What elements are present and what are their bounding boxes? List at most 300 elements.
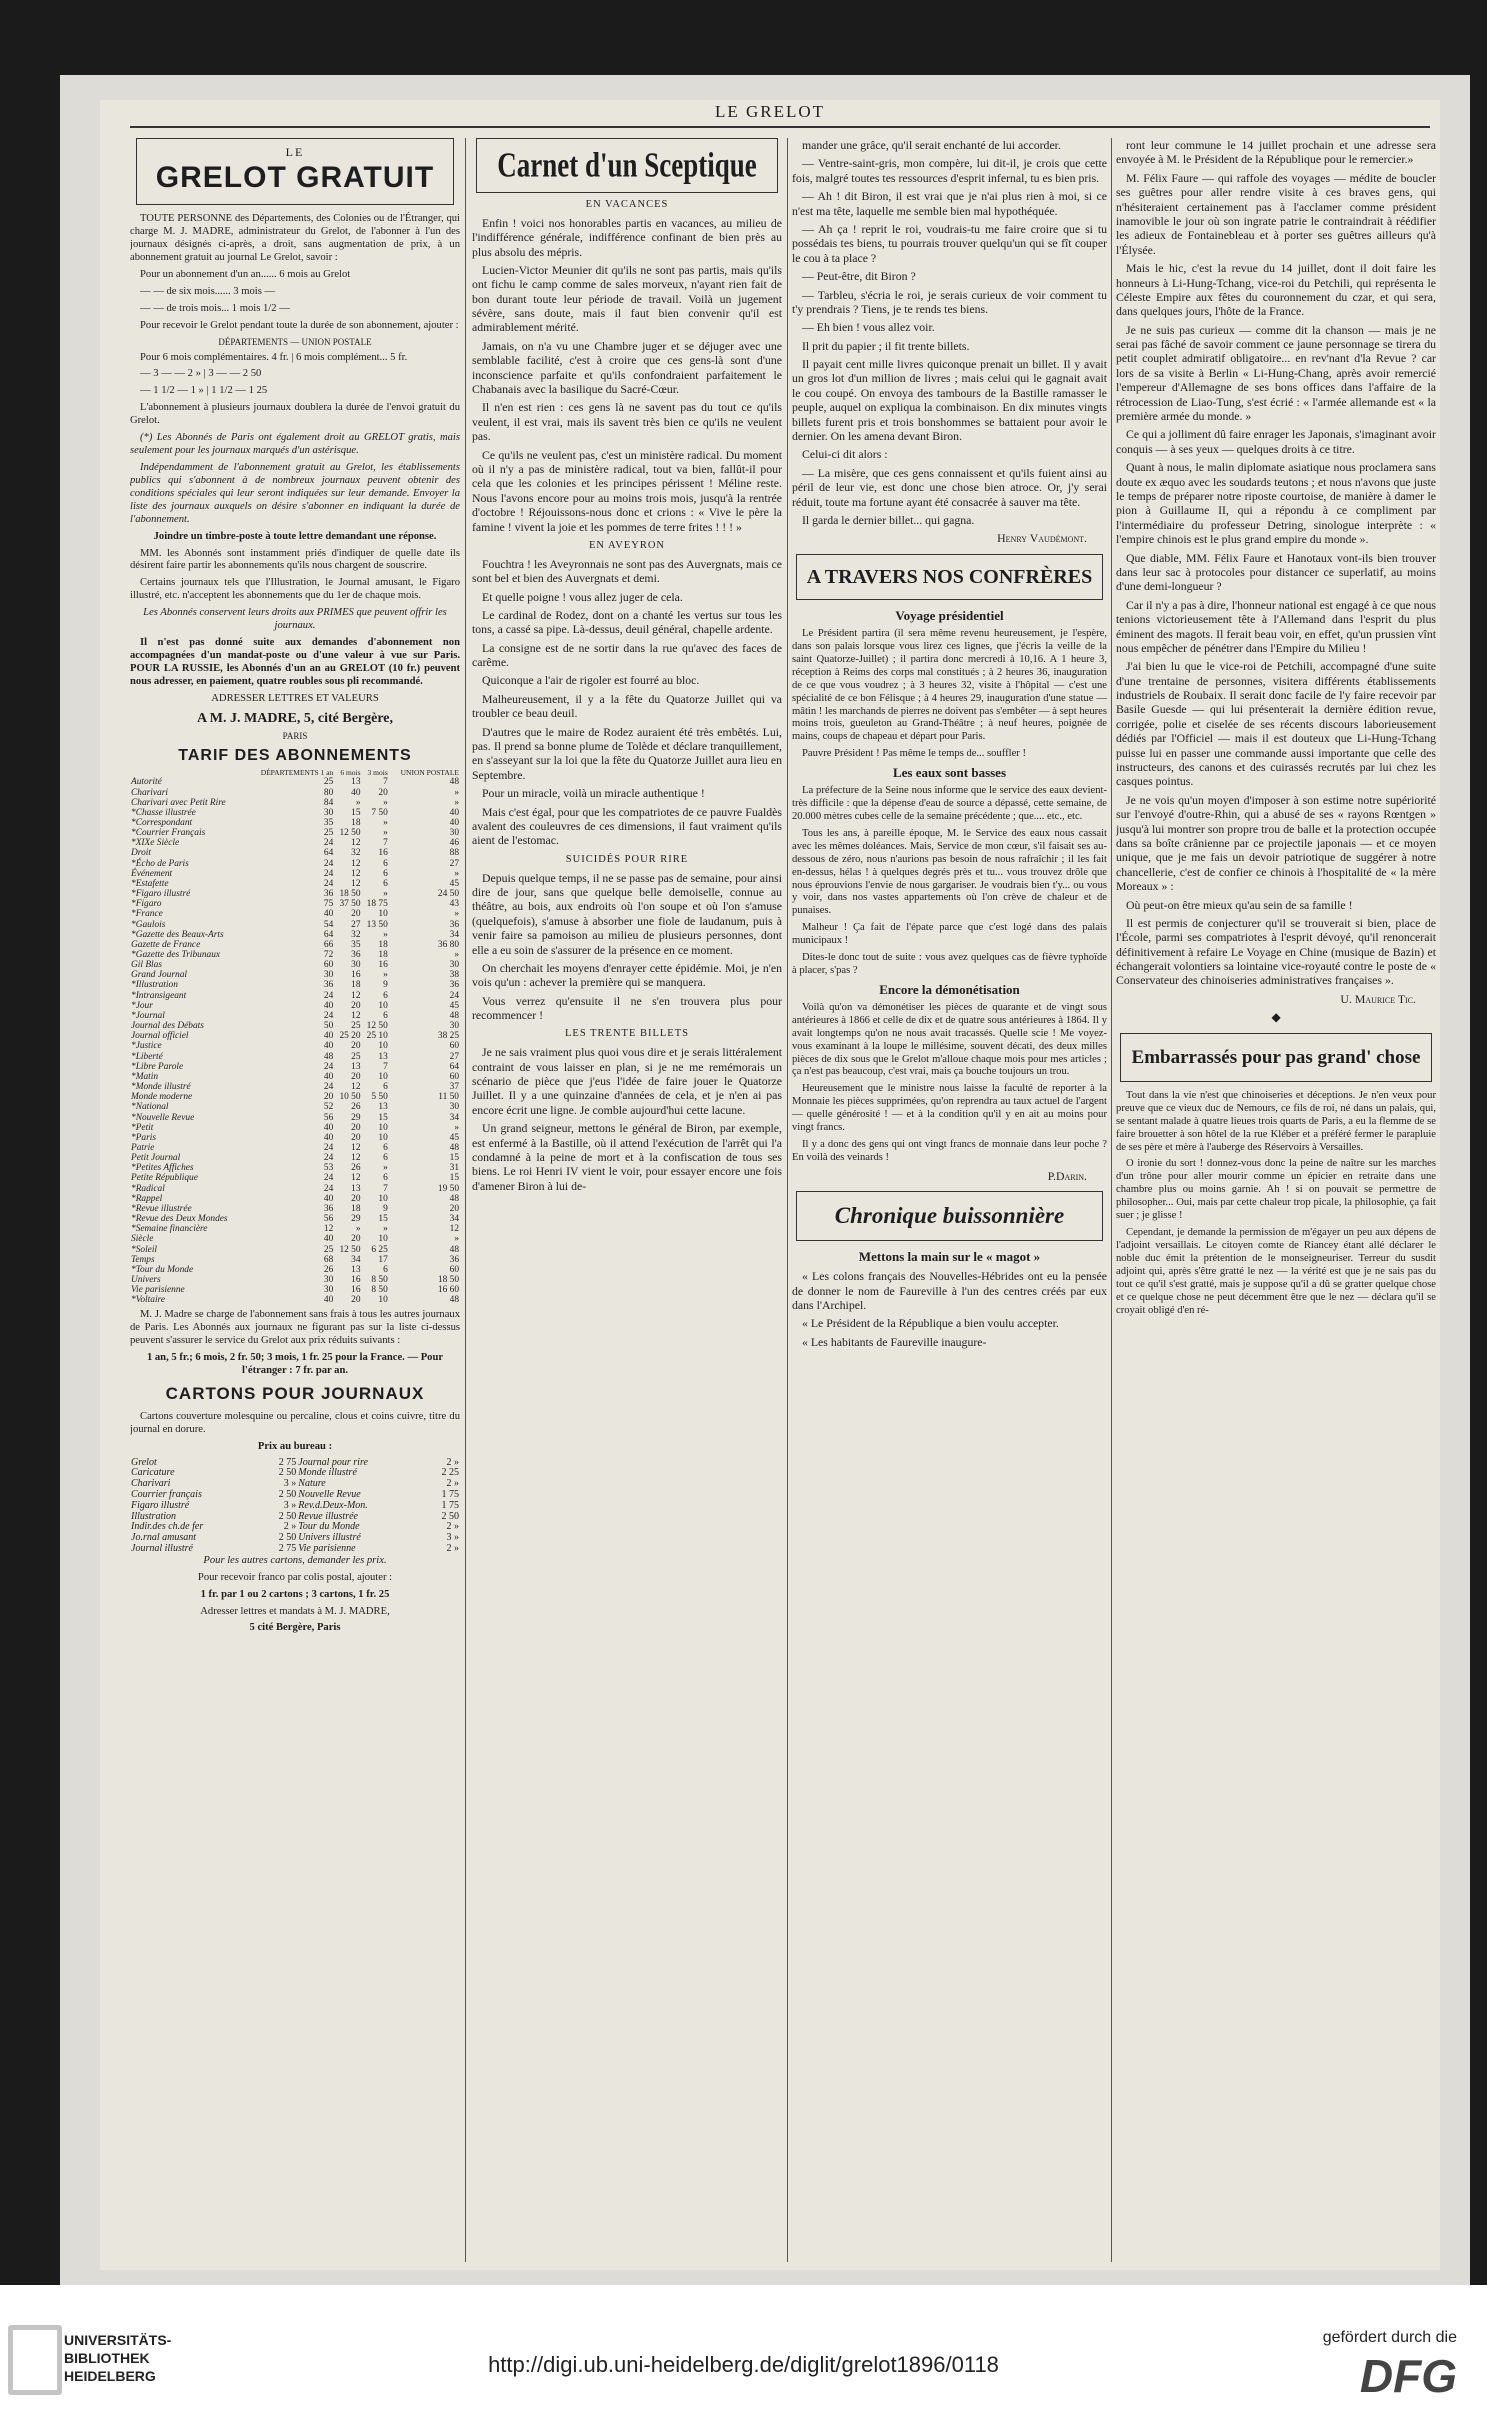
- joindre-note: Joindre un timbre-poste à toute lettre demandant une réponse.: [153, 530, 437, 542]
- tarif-cell: 40: [323, 1071, 334, 1082]
- cartons-cell: 2 50: [278, 1467, 297, 1479]
- tarif-cell: »: [383, 797, 388, 808]
- tarif-header-cell: 3 mois: [367, 768, 388, 778]
- tarif-cell: Charivari: [131, 787, 168, 798]
- tarif-cell: *Estafette: [131, 878, 169, 889]
- paragraph: — Ah ça ! reprit le roi, voudrais-tu me faire croire que si tu possédais tes biens, tu pourrais trouver quelqu'un qui se fît couper le cou à ta place ?: [792, 221, 1107, 265]
- madre-address: A M. J. MADRE, 5, cité Bergère,: [196, 710, 394, 726]
- tarif-cell: 25: [323, 1244, 334, 1255]
- tarif-cell: 11 50: [438, 1092, 459, 1103]
- cartons-cell: Nouvelle Revue: [298, 1488, 361, 1500]
- cartons-row: [130, 1544, 460, 1555]
- tarif-cell: *Radical: [131, 1183, 165, 1194]
- tarif-cell: 12: [351, 1010, 361, 1021]
- section-heading: EN VACANCES: [585, 198, 669, 210]
- tarif-cell: 30: [449, 960, 459, 971]
- tarif-cell: 27: [449, 1051, 459, 1062]
- tarif-cell: 24: [323, 1153, 334, 1164]
- tarif-cell: 12: [351, 858, 361, 869]
- pour-recevoir: Pour recevoir le Grelot pendant toute la durée de son abonnement, ajouter :: [140, 319, 459, 331]
- tarif-cell: 10: [378, 1132, 388, 1143]
- tarif-cell: 7: [383, 1183, 388, 1194]
- tarif-cell: »: [383, 828, 388, 839]
- ub-line: HEIDELBERG: [64, 2368, 156, 2384]
- tarif-row: [130, 869, 460, 879]
- paragraph: Il est permis de conjecturer qu'il se trouverait si bien, place de l'École, parmi ses compatriotes à l'esprit dévoyé, qu'il renoncerait définitivement à refaire Le Voyage en Chine (musique de Bazin) et échangerait volontiers sa lointaine vice-royauté contre le poste de « Conservateur des chinoiseries administratives françaises ».: [1116, 915, 1436, 988]
- cartons-cell: 2 75: [278, 1542, 297, 1554]
- tarif-cell: 6: [383, 1264, 388, 1275]
- tarif-cell: *Voltaire: [131, 1295, 166, 1306]
- tarif-cell: »: [383, 970, 388, 981]
- tarif-cell: 37 50: [339, 899, 361, 910]
- tarif-cell: 40: [323, 1000, 334, 1011]
- paragraph: Je ne vois qu'un moyen d'imposer à son estime notre supériorité sur l'envoyé d'outre-Rhin, qui a abusé de ses « rayons Rœntgen » jusqu'à lui montrer son propre trou de balle et la protection occupée dans sa boîte crânienne par ce projectile japonais — et ce moyen unique, que je me fais un devoir patriotique de suggérer à notre chancellerie, c'est de confier ce chinois à l'hospitalité de « la mère Moreaux » :: [1116, 792, 1436, 894]
- tarif-row: [130, 1041, 460, 1051]
- tarif-row: [130, 859, 460, 869]
- cartons-title: CARTONS POUR JOURNAUX: [165, 1384, 425, 1404]
- tarif-row: [130, 1194, 460, 1204]
- tarif-cell: 25: [351, 1051, 361, 1062]
- paragraph: Ce qu'ils ne veulent pas, c'est un ministère radical. Du moment où il n'y a pas de ministère radical, tout va bien, fallût-il pour cela que les colonies et les principes périssent ! Méline reste. Nous l'avons encore pour au moins trois mois, jusqu'à la rentrée d'octobre ! Réjouissons-nous donc et crions : « Vive le père la famine ! vivent la joie et les pommes de terre frites ! ! ! »: [472, 447, 782, 534]
- cartons-cell: Grelot: [131, 1456, 157, 1468]
- tarif-cell: *Libre Parole: [131, 1061, 184, 1072]
- tarif-cell: *Revue des Deux Mondes: [131, 1214, 228, 1225]
- funding-label: gefördert durch die: [1322, 2329, 1457, 2346]
- paragraph: On cherchait les moyens d'enrayer cette épidémie. Moi, je n'en vois qu'un : achever la première qui se manquera.: [472, 960, 782, 990]
- column-carnet: [472, 138, 782, 2262]
- cartons-cell: 2 50: [278, 1532, 297, 1544]
- paragraph: — Peut-être, dit Biron ?: [802, 269, 916, 284]
- paragraph: Car il n'y a pas à dire, l'honneur national est engagé à ce que nous tenions victorieusement tête à l'Allemand dans l'esprit du plus éminent des magots. Il ferait beau voir, en effet, qu'un prussien vînt nous empêcher de pénétrer dans l'Empire du Milieu !: [1116, 597, 1436, 655]
- tarif-cell: »: [454, 797, 459, 808]
- tarif-cell: 40: [351, 787, 361, 798]
- subheading: Les eaux sont basses: [892, 765, 1007, 781]
- tarif-cell: 68: [323, 1254, 334, 1265]
- tarif-cell: 29: [351, 1112, 361, 1123]
- tarif-cell: 40: [323, 1234, 334, 1245]
- grelot-gratuit-box: [136, 138, 454, 205]
- paragraph: J'ai bien lu que le vice-roi de Petchili, accompagné d'une suite d'une trentaine de personnes, visitera différents établissements industriels de Roubaix. Il serait donc facile de l'y faire recevoir par Basile Guesde — qui lui présenterait la dernière édition revue, corrigée, polie et ciselée de ses récents discours laborieusement dédiés par l'Officiel — mais il est douteux que Li-Hung-Tchang puisse lui en passer une commande aussi importante que celle des instructeurs, des canons et des cuirassés recrutés par lui chez les casques pointus.: [1116, 659, 1436, 789]
- tarif-cell: 20: [351, 1234, 361, 1245]
- paragraph: M. Félix Faure — qui raffole des voyages — médite de boucler ses guêtres pour aller rendre visite à ces braves gens, qui n'hésiteraient certainement pas à l'acclamer comme président inamovible le jour où son ingrate patrie le contraindrait à réédifier les adieux de Fontainebleau et à porter ses guêtres ailleurs qu'à l'Élysée.: [1116, 170, 1436, 257]
- tarif-row: [130, 1133, 460, 1143]
- paragraph: La préfecture de la Seine nous informe que le service des eaux devient-très difficile : que la dépense d'eau de source a dépassé, cette semaine, de 20.000 mètres cubes celle de la semaine précédente ; que.... etc., etc.: [792, 785, 1107, 822]
- tarif-cell: 17: [378, 1254, 388, 1265]
- tarif-cell: 80: [323, 787, 334, 798]
- tarif-row: [130, 848, 460, 858]
- tarif-cell: *France: [131, 909, 163, 920]
- paragraph: Mais le hic, c'est la revue du 14 juillet, dont il doit faire les honneurs à Li-Hung-Tchang, vice-roi du Petchili, qui représenta le Céleste Empire aux fêtes du couronnement du czar, et qui sera, dans quelques jours, l'hôte de la France.: [1116, 261, 1436, 319]
- cartons-cell: 2 25: [441, 1467, 459, 1479]
- tarif-row: [130, 980, 460, 990]
- tarif-cell: 12: [351, 1142, 361, 1153]
- newspaper-page: [100, 100, 1440, 2270]
- tarif-header-cell: 6 mois: [340, 768, 361, 778]
- tarif-row: [130, 838, 460, 848]
- cartons-cell: 2 50: [278, 1510, 297, 1522]
- tarif-cell: 6: [383, 1142, 388, 1153]
- tarif-cell: 6 25: [371, 1244, 388, 1255]
- tarif-cell: *Justice: [131, 1041, 162, 1052]
- tarif-cell: 12: [351, 878, 361, 889]
- adresse-line: 5 cité Bergère, Paris: [249, 1622, 341, 1634]
- tarif-cell: *Intransigeant: [131, 990, 187, 1001]
- tarif-table: [130, 769, 460, 1305]
- paragraph: Un grand seigneur, mettons le général de Biron, par exemple, est enfermé à la Bastille, où il attend l'exécution de l'arrêt qui l'a condamné à la peine de mort et à la confiscation de tous ses biens. Le roi Henri IV vient le voir, pour essayer encore une fois d'amener Biron à lui de-: [472, 1121, 782, 1193]
- tarif-cell: *Courrier Français: [131, 828, 206, 839]
- chronique-box: Chronique buissonnière: [796, 1191, 1103, 1241]
- tarif-cell: 25 10: [366, 1031, 388, 1042]
- tarif-cell: 20: [351, 1071, 361, 1082]
- ornament: ◆: [1271, 1010, 1281, 1025]
- tarif-cell: »: [383, 929, 388, 940]
- footer-bar: [0, 2285, 1487, 2419]
- offer-line: — — de six mois...... 3 mois —: [140, 285, 276, 297]
- tarif-cell: 24: [323, 858, 334, 869]
- tarif-row: [130, 1072, 460, 1082]
- cartons-cell: 2 75: [278, 1456, 297, 1468]
- box-le: LE: [285, 145, 305, 159]
- tarif-cell: »: [383, 889, 388, 900]
- tarif-cell: 6: [383, 868, 388, 879]
- tarif-cell: »: [355, 1224, 361, 1235]
- tarif-cell: 48: [449, 1295, 459, 1306]
- tarif-cell: 48: [449, 1010, 459, 1021]
- tarif-cell: »: [383, 1224, 388, 1235]
- tarif-row: [130, 1184, 460, 1194]
- tarif-cell: Petit Journal: [131, 1153, 181, 1164]
- paragraph: Il y a donc des gens qui ont vingt francs de monnaie dans leur poche ? En voilà des veinards !: [792, 1139, 1107, 1163]
- paragraph: Il garda le dernier billet... qui gagna.: [802, 512, 975, 527]
- paragraph: « Les habitants de Faureville inaugure-: [802, 1334, 987, 1349]
- tarif-cell: 40: [323, 1041, 334, 1052]
- tarif-cell: 64: [449, 1061, 459, 1072]
- tarif-cell: *Figaro illustré: [131, 889, 191, 900]
- tarif-cell: Autorité: [131, 777, 162, 788]
- tarif-cell: 40: [323, 1193, 334, 1204]
- tarif-cell: 75: [323, 899, 334, 910]
- tarif-cell: Droit: [131, 848, 151, 859]
- tarif-cell: 6: [383, 1082, 388, 1093]
- cartons-cell: 2 »: [446, 1521, 459, 1533]
- subheading: Voyage présidentiel: [895, 608, 1004, 624]
- tarif-cell: 40: [449, 807, 459, 818]
- cartons-cell: 2 50: [278, 1488, 297, 1500]
- tarif-cell: Événement: [131, 868, 173, 879]
- tarif-cell: 48: [449, 777, 459, 788]
- paragraph: — Ah ! dit Biron, il est vrai que je n'ai plus rien à moi, si ce n'est ma tête, laquelle me semble bien mal hypothéquée.: [792, 189, 1107, 218]
- cartons-cell: Charivari: [131, 1478, 171, 1490]
- tarif-row: [130, 1275, 460, 1285]
- column-divider: [465, 138, 466, 2262]
- tarif-cell: 24: [323, 1173, 334, 1184]
- tarif-cell: 56: [323, 1214, 334, 1225]
- column-divider: [787, 138, 788, 2262]
- tarif-cell: Petite République: [131, 1173, 198, 1184]
- tarif-row: [130, 1123, 460, 1133]
- tarif-cell: 35: [323, 817, 334, 828]
- tarif-cell: »: [454, 787, 459, 798]
- signature: U. Maurice Tic.: [1340, 991, 1416, 1006]
- paragraph: Vous verrez qu'ensuite il ne s'en trouvera plus pour recommencer !: [472, 993, 782, 1023]
- tarif-cell: 24: [323, 838, 334, 849]
- tarif-cell: 10 50: [339, 1092, 361, 1103]
- tarif-cell: 50: [323, 1021, 334, 1032]
- tarif-cell: 7 50: [371, 807, 388, 818]
- tarif-cell: »: [454, 909, 459, 920]
- cartons-cell: Vie parisienne: [298, 1542, 356, 1554]
- tarif-cell: *Jour: [131, 1000, 153, 1011]
- offer-line: Pour un abonnement d'un an...... 6 mois au Grelot: [140, 268, 351, 280]
- tarif-cell: *Monde illustré: [131, 1082, 191, 1093]
- cartons-cell: 3 »: [283, 1499, 297, 1511]
- paragraph: La consigne est de ne sortir dans la rue qu'avec des faces de carême.: [472, 640, 782, 670]
- box-title: GRELOT GRATUIT: [155, 160, 435, 194]
- tarif-cell: 6: [383, 1153, 388, 1164]
- paragraph: Tous les ans, à pareille époque, M. le Service des eaux nous cassait avec les mêmes doléances. Mais, Service de mon cœur, s'il faisait ses au-dessous de zéro, nous n'aurions pas besoin de nous rafraîchir ; il les fait en-dessus, hélas ! à quelques degrés près et tu... vous trouvez drôle que nous éprouvions l'envie de nous gargariser. Je voudrais bien t'y... ou vous y voir, dans nos vastes appartements où l'on crève de chaleur et de punaises.: [792, 827, 1107, 917]
- tarif-cell: 18 50: [437, 1275, 459, 1285]
- cartons-cell: 2 »: [283, 1521, 297, 1533]
- a-travers-box: A TRAVERS NOS CONFRÈRES: [796, 554, 1103, 600]
- tarif-cell: 54: [323, 919, 334, 930]
- tarif-cell: 52: [323, 1102, 334, 1113]
- tarif-cell: 10: [378, 1041, 388, 1052]
- paragraph: — Tarbleu, s'écria le roi, je serais curieux de voir comment tu t'y prendrais ? Tiens, je te rends tes biens.: [792, 287, 1107, 316]
- tarif-cell: 13: [378, 1102, 388, 1113]
- tarif-row: [130, 1285, 460, 1295]
- tarif-row: [130, 1245, 460, 1255]
- tarif-cell: Siècle: [131, 1234, 154, 1245]
- source-url[interactable]: http://digi.ub.uni-heidelberg.de/diglit/grelot1896/0118: [488, 2352, 999, 2377]
- cartons-cell: 1 75: [441, 1488, 459, 1500]
- charge-text: M. J. Madre se charge de l'abonnement sans frais à tous les autres journaux de Paris. Les Abonnés aux journaux ne figurant pas sur la liste ci-dessus peuvent s'assurer le service du Grelot aux prix réduits suivants :: [130, 1309, 460, 1347]
- tarif-cell: 7: [383, 1061, 388, 1072]
- tarif-cell: 16: [351, 970, 361, 981]
- cartons-cell: Monde illustré: [298, 1467, 357, 1479]
- tarif-cell: 37: [449, 1082, 459, 1093]
- tarif-row: [130, 899, 460, 909]
- tarif-cell: 26: [323, 1264, 334, 1275]
- tarif-cell: Patrie: [131, 1142, 155, 1153]
- mm-abonnes-text: MM. les Abonnés sont instamment priés d'indiquer de quelle date ils désirent faire partir les abonnements qu'ils nous chargent de souscrire.: [130, 547, 460, 572]
- running-title: LE GRELOT: [714, 102, 826, 121]
- cartons-cell: 2 »: [446, 1542, 459, 1554]
- tarif-cell: 48: [449, 1244, 459, 1255]
- tarif-cell: *Rappel: [131, 1193, 163, 1204]
- paragraph: Fouchtra ! les Aveyronnais ne sont pas des Auvergnats, mais ce sont bel et bien des Auvergnats et demi.: [472, 556, 782, 586]
- tarif-cell: 30: [351, 960, 361, 971]
- tarif-cell: 40: [449, 817, 459, 828]
- tarif-cell: »: [383, 1163, 388, 1174]
- tarif-title: TARIF DES ABONNEMENTS: [178, 746, 412, 764]
- tarif-cell: 13 50: [366, 919, 388, 930]
- tarif-row: [130, 1011, 460, 1021]
- prix-reduits: 1 an, 5 fr.; 6 mois, 2 fr. 50; 3 mois, 1 fr. 25 pour la France. — Pour l'étranger : 7 fr. par an.: [146, 1352, 444, 1377]
- tarif-cell: Vie parisienne: [131, 1285, 185, 1296]
- paragraph: — La misère, que ces gens connaissent et qu'ils fuient ainsi au péril de leur vie, est donc une chose bien atroce. Or, j'y serai réduit, toute ma fortune ayant été consacrée à sauver ma tête.: [792, 465, 1107, 509]
- tarif-cell: 12: [351, 838, 361, 849]
- tarif-cell: 10: [378, 1193, 388, 1204]
- cartons-cell: 2 »: [446, 1478, 459, 1490]
- tarif-row: [130, 930, 460, 940]
- cartons-cell: Journal pour rire: [298, 1456, 368, 1468]
- tarif-cell: 12 50: [366, 1021, 388, 1032]
- tarif-row: [130, 1102, 460, 1112]
- tarif-cell: 64: [323, 929, 334, 940]
- cartons-note: Pour les autres cartons, demander les prix.: [203, 1554, 387, 1566]
- prix-bureau: Prix au bureau :: [257, 1440, 333, 1452]
- offer-line: — — de trois mois... 1 mois 1/2 —: [140, 302, 290, 314]
- adresser-heading: ADRESSER LETTRES ET VALEURS: [211, 692, 379, 704]
- tarif-cell: *Liberté: [131, 1051, 163, 1062]
- tarif-row: [130, 1214, 460, 1224]
- paragraph: Malheur ! Ça fait de l'épate parce que c'est logé dans des palais municipaux !: [792, 922, 1107, 947]
- embarrasses-box: Embarrassés pour pas grand' chose: [1120, 1033, 1432, 1082]
- tarif-cell: »: [454, 1234, 459, 1245]
- tarif-cell: 6: [383, 858, 388, 869]
- tarif-cell: *Gazette des Tribunaux: [131, 950, 221, 960]
- tarif-cell: *Matin: [131, 1071, 159, 1082]
- mandat-notice: Il n'est pas donné suite aux demandes d'abonnement non accompagnées d'un mandat-poste ou d'une valeur à vue sur Paris. POUR LA RUSSIE, les Abonnés d'un an au GRELOT (10 fr.) peuvent nous adresser, en paiement, quatre roubles sous pli recommandé.: [130, 637, 460, 687]
- tarif-cell: 18: [378, 939, 388, 950]
- cartons-cell: Revue illustrée: [298, 1510, 358, 1522]
- tarif-cell: 27: [351, 919, 361, 930]
- cartons-cell: 1 75: [441, 1499, 459, 1511]
- paragraph: D'autres que le maire de Rodez auraient été très embêtés. Lui, pas. Il prend sa bonne plume de Tolède et déclare tranquillement, en s'asseyant sur la loi que la fête du Quatorze Juillet aura lieu en Septembre.: [472, 724, 782, 782]
- tarif-cell: 16: [378, 848, 388, 859]
- cartons-cell: Tour du Monde: [298, 1521, 360, 1533]
- column-divider: [1111, 138, 1112, 2262]
- paragraph: Quiconque a l'air de rigoler est fourré au bloc.: [482, 673, 700, 688]
- tarif-row: [130, 788, 460, 798]
- tarif-cell: *Écho de Paris: [131, 858, 189, 869]
- tarif-cell: 18: [378, 950, 388, 960]
- tarif-cell: 24: [323, 1061, 334, 1072]
- cartons-cell: Courrier français: [131, 1488, 202, 1500]
- tarif-cell: 12: [323, 1224, 334, 1235]
- tarif-cell: 12: [351, 1153, 361, 1164]
- tarif-row: [130, 1143, 460, 1153]
- tarif-cell: 40: [323, 1295, 334, 1306]
- tarif-cell: 36: [449, 1254, 459, 1265]
- tarif-cell: 12: [351, 990, 361, 1001]
- cartons-cell: 3 »: [283, 1478, 297, 1490]
- tarif-cell: 24: [323, 1082, 334, 1093]
- tarif-row: [130, 777, 460, 787]
- cartons-cell: Journal illustré: [131, 1542, 193, 1554]
- tarif-cell: 26: [351, 1163, 361, 1174]
- tarif-cell: 10: [378, 1000, 388, 1011]
- tarif-cell: »: [383, 817, 388, 828]
- tarif-cell: 16: [351, 1285, 361, 1296]
- tarif-cell: 20: [351, 1041, 361, 1052]
- tarif-cell: 13: [351, 1264, 361, 1275]
- paragraph: Enfin ! voici nos honorables partis en vacances, au milieu de l'indifférence générale, indifférence confinant de bien près au plus absolu des mépris.: [472, 215, 782, 259]
- tarif-cell: 12: [351, 868, 361, 879]
- paragraph: Le Président partira (il sera même revenu heureusement, je l'espère, dans son palais lorsque vous lirez ces lignes, que j'écris la veille de la saint Quatorze-Juillet) ; il partira donc mercredi à 10,16. A 1 heure 3, réception à Reims des corps mal constitués ; à 2 heures 36, inauguration de ce que vous voudrez ; à 3 heures 32, visite à l'hôpital — c'est une spécialité de ce bon Félisque ; à 4 heures 29, inauguration d'une statue — mâtin ! les marchands de pierres ne doivent pas s'embêter — à sept heures moins trois, gueuleton au Grand-Théâtre ; à neuf heures, poignée de mains, coups de chapeau et départ pour Paris.: [792, 628, 1107, 743]
- dfg-logo: DFG: [1359, 2350, 1457, 2402]
- tarif-cell: 30: [323, 970, 334, 981]
- tarif-cell: *Chasse illustrée: [131, 807, 196, 818]
- tarif-row: [130, 1234, 460, 1244]
- paragraph: Celui-ci dit alors :: [802, 447, 888, 462]
- tarif-cell: 48: [449, 1193, 459, 1204]
- dep-line: — 1 1/2 — 1 » | 1 1/2 — 1 25: [140, 385, 268, 397]
- tarif-cell: 6: [383, 1173, 388, 1184]
- tarif-cell: 25: [351, 1021, 361, 1032]
- paragraph: Le cardinal de Rodez, dont on a chanté les vertus sur tous les tons, a cassé sa pipe. Là-dessus, deuil général, chapelle ardente.: [472, 607, 782, 637]
- paragraph: ront leur commune le 14 juillet prochain et une adresse sera envoyée à M. le Président de la République pour le remercier.»: [1116, 138, 1436, 167]
- tarif-cell: 46: [449, 838, 459, 849]
- tarif-cell: 12: [351, 1173, 361, 1184]
- tarif-cell: 15: [351, 807, 361, 818]
- paragraph: Dites-le donc tout de suite : vous avez quelques cas de fièvre typhoïde à placer, s'pas ?: [792, 952, 1107, 977]
- tarif-cell: 12: [351, 1082, 361, 1093]
- tarif-cell: 34: [449, 929, 459, 940]
- paragraph: mander une grâce, qu'il serait enchanté de lui accorder.: [802, 138, 1061, 152]
- paragraph: Tout dans la vie n'est que chinoiseries et déceptions. Je n'en veux pour preuve que ce vieux duc de Nemours, ce fils de roi, né dans un palais, qui, se sentant malade à quatre lieues trois quarts de Paris, a eu la flemme de se faire brouetter à son hôtel de la rue Kléber et a préféré fermer le parapluie de ses père et mère à l'auberge des Réservoirs à Versailles.: [1116, 1089, 1436, 1153]
- tarif-cell: *Illustration: [131, 980, 178, 991]
- franco-line: Pour recevoir franco par colis postal, ajouter :: [197, 1571, 393, 1583]
- tarif-row: [130, 1163, 460, 1173]
- cartons-cell: Figaro illustré: [131, 1499, 190, 1511]
- tarif-cell: 18: [351, 980, 361, 991]
- paragraph: Où peut-on être mieux qu'au sein de sa famille !: [1126, 897, 1353, 912]
- tarif-cell: 10: [378, 1295, 388, 1306]
- tarif-cell: 66: [323, 939, 334, 950]
- tarif-cell: 24 50: [437, 889, 459, 900]
- paragraph: Pauvre Président ! Pas même le temps de... souffler !: [802, 748, 1026, 760]
- tarif-cell: Grand Journal: [131, 970, 187, 981]
- tarif-row: [130, 950, 460, 960]
- tarif-cell: Univers: [131, 1275, 161, 1285]
- tarif-cell: 32: [351, 848, 361, 859]
- header-rule: [130, 126, 1430, 128]
- tarif-cell: 36: [323, 1203, 334, 1214]
- independamment-text: Indépendamment de l'abonnement gratuit au Grelot, les établissements publics qui s'abonnent à de nombreux journaux peuvent obtenir des conditions spéciales qui leur seront indiquées sur leur demande. Envoyer la liste des journaux auxquels on désire s'abonner en indiquant la durée de l'abonnement.: [130, 462, 460, 525]
- tarif-cell: 30: [323, 1285, 334, 1296]
- tarif-cell: Journal des Débats: [131, 1021, 204, 1032]
- tarif-cell: 18 50: [339, 889, 361, 900]
- tarif-row: [130, 889, 460, 899]
- tarif-cell: 15: [449, 1153, 459, 1164]
- cartons-cell: Nature: [298, 1478, 326, 1490]
- tarif-cell: Gil Blas: [131, 960, 162, 971]
- tarif-cell: 45: [449, 1000, 459, 1011]
- tarif-cell: 48: [323, 1051, 334, 1062]
- cartons-cell: 3 »: [446, 1532, 459, 1544]
- paragraph: Jamais, on n'a vu une Chambre juger et se déjuger avec une semblable facilité, c'est à croire que ces gens-là sont d'une inconscience parfaite et qu'ils confondraient parfaitement le Chabanais avec la basilique du Sacré-Cœur.: [472, 338, 782, 397]
- tarif-cell: 16: [378, 960, 388, 971]
- tarif-row: [130, 1031, 460, 1041]
- tarif-cell: 36: [449, 980, 459, 991]
- franco-line: 1 fr. par 1 ou 2 cartons ; 3 cartons, 1 fr. 25: [200, 1588, 390, 1600]
- paragraph: Pour un miracle, voilà un miracle authentique !: [482, 786, 705, 801]
- paragraph: Je ne suis pas curieux — comme dit la chanson — mais je ne serai pas fâché de savoir comment ce jaune personnage se tirera du petit couplet admiratif obligatoire... en rev'nant d'la Revue ? car lors de sa visite à Berlin « Li-Hung-Chang, après avoir remercié l'empereur d'Allemagne de ses bons offices dans l'affaire de la rétrocession de Liao-Tung, s'est écrié : « l'armée allemande est « la première armée du monde. »: [1116, 322, 1436, 424]
- paragraph: Voilà qu'on va démonétiser les pièces de quarante et de vingt sous antérieures à 1866 et celle de dix et de quatre sous antérieures à 1864. Il y avait longtemps qu'on ne nous avait tracassés. Quelle scie ! Me voyez-vous examinant à la loupe le millésime, souvent décati, des deux milles pièces de dix sous que le Grelot m'alloue chaque mois pour mes articles ; ça n'est pas beaucoup, c'est vrai, mais ça bouche toujours un trou.: [792, 1001, 1107, 1078]
- tarif-cell: 32: [351, 929, 361, 940]
- section-heading: EN AVEYRON: [588, 539, 666, 551]
- tarif-row: [130, 1001, 460, 1011]
- tarif-cell: 36: [351, 950, 361, 960]
- tarif-cell: 16: [351, 1275, 361, 1285]
- tarif-cell: 13: [378, 1051, 388, 1062]
- tarif-cell: 16 60: [437, 1285, 459, 1296]
- tarif-row: [130, 879, 460, 889]
- tarif-cell: 10: [378, 1122, 388, 1133]
- paragraph: Quant à nous, le malin diplomate asiatique nous proclamera sans doute ex æquo avec les soudards teutons ; et nous n'avons que juste le temps de préparer notre riposte courtoise, de manière à damer le pion à Guillaume II, qui a répondu à ce compliment par l'intermédiaire du professeur Detring, sinologue interprète : « l'empire chinois est le plus grand empire du monde ».: [1116, 460, 1436, 547]
- tarif-cell: *Petites Affiches: [131, 1163, 194, 1174]
